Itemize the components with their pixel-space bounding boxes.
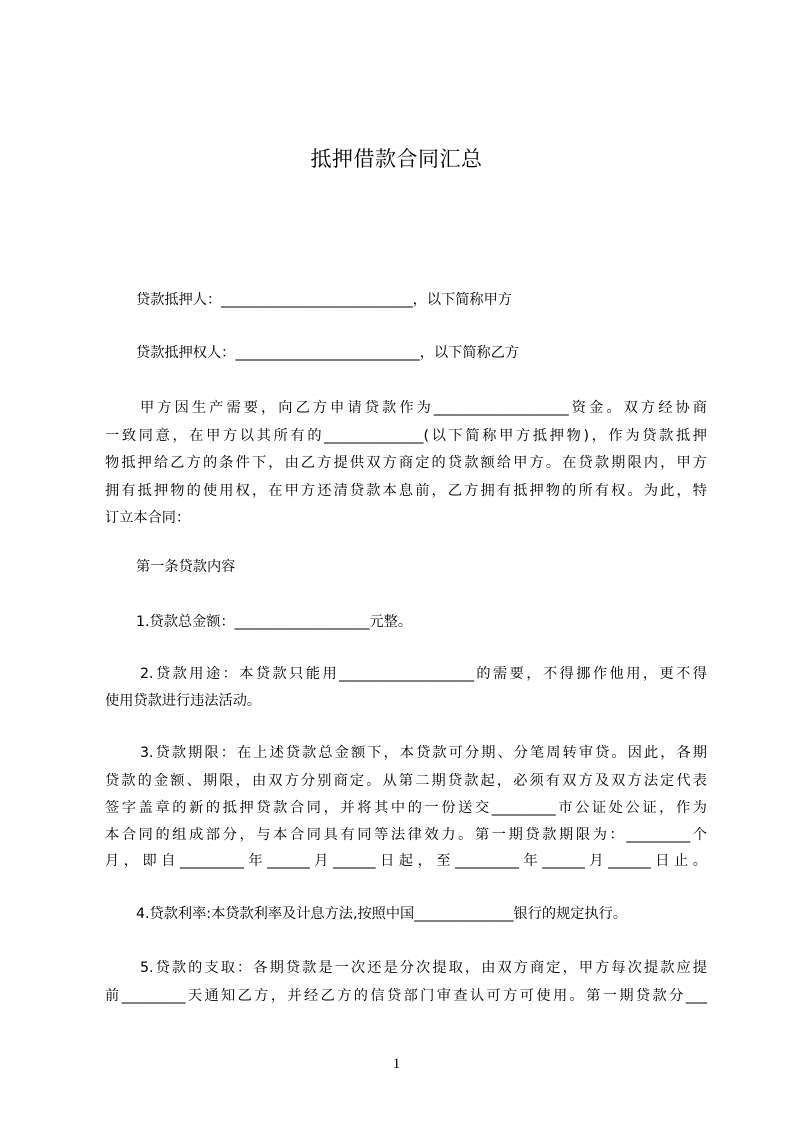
preamble-line: 一致同意，在甲方以其所有的______________(以下简称甲方抵押物)，作为贷款抵押 [105, 428, 707, 444]
page-title: 抵押借款合同汇总 [310, 147, 483, 171]
clause-4: 4.贷款利率:本贷款利率及计息方法,按照中国______________银行的规定执行。 [136, 906, 628, 922]
preamble-line: 物抵押给乙方的条件下，由乙方提供双方商定的贷款额给甲方。在贷款期限内，甲方 [105, 455, 707, 471]
section-heading: 第一条贷款内容 [136, 559, 236, 575]
clause-line: 使用贷款进行违法活动。 [105, 693, 262, 709]
borrower-line: 贷款抵押人：___________________________，以下简称甲方 [136, 292, 512, 308]
clause-line: 本合同的组成部分，与本合同具有同等法律效力。第一期贷款期限为：_________个 [105, 827, 707, 843]
clause-line: 前_________天通知乙方，并经乙方的信贷部门审查认可方可使用。第一期贷款分___ [105, 988, 707, 1004]
page-number: 1 [392, 1056, 401, 1072]
clause-line: 3.贷款期限：在上述贷款总金额下，本贷款可分期、分笔周转审贷。因此，各期 [140, 745, 707, 761]
clause-line: 5.贷款的支取：各期贷款是一次还是分次提取，由双方商定，甲方每次提款应提 [140, 960, 707, 976]
clause-line: 月，即自_________年______月______日起，至_________年______月______日止。 [105, 853, 707, 869]
preamble-line: 拥有抵押物的使用权，在甲方还清贷款本息前，乙方拥有抵押物的所有权。为此，特 [105, 483, 707, 499]
clause-line: 贷款的金额、期限，由双方分别商定。从第二期贷款起，必须有双方及双方法定代表 [105, 773, 707, 789]
lender-line: 贷款抵押权人：__________________________，以下简称乙方 [136, 345, 520, 361]
clause-line: 2.贷款用途：本贷款只能用___________________的需要，不得挪作他用，更不得 [140, 666, 707, 682]
clause-1: 1.贷款总金额：___________________元整。 [136, 614, 413, 630]
preamble-line: 甲方因生产需要，向乙方申请贷款作为___________________资金。双方经协商 [140, 400, 707, 416]
preamble-line: 订立本合同： [105, 510, 191, 526]
clause-line: 签字盖章的新的抵押贷款合同，并将其中的一份送交_________市公证处公证，作为 [105, 800, 707, 816]
